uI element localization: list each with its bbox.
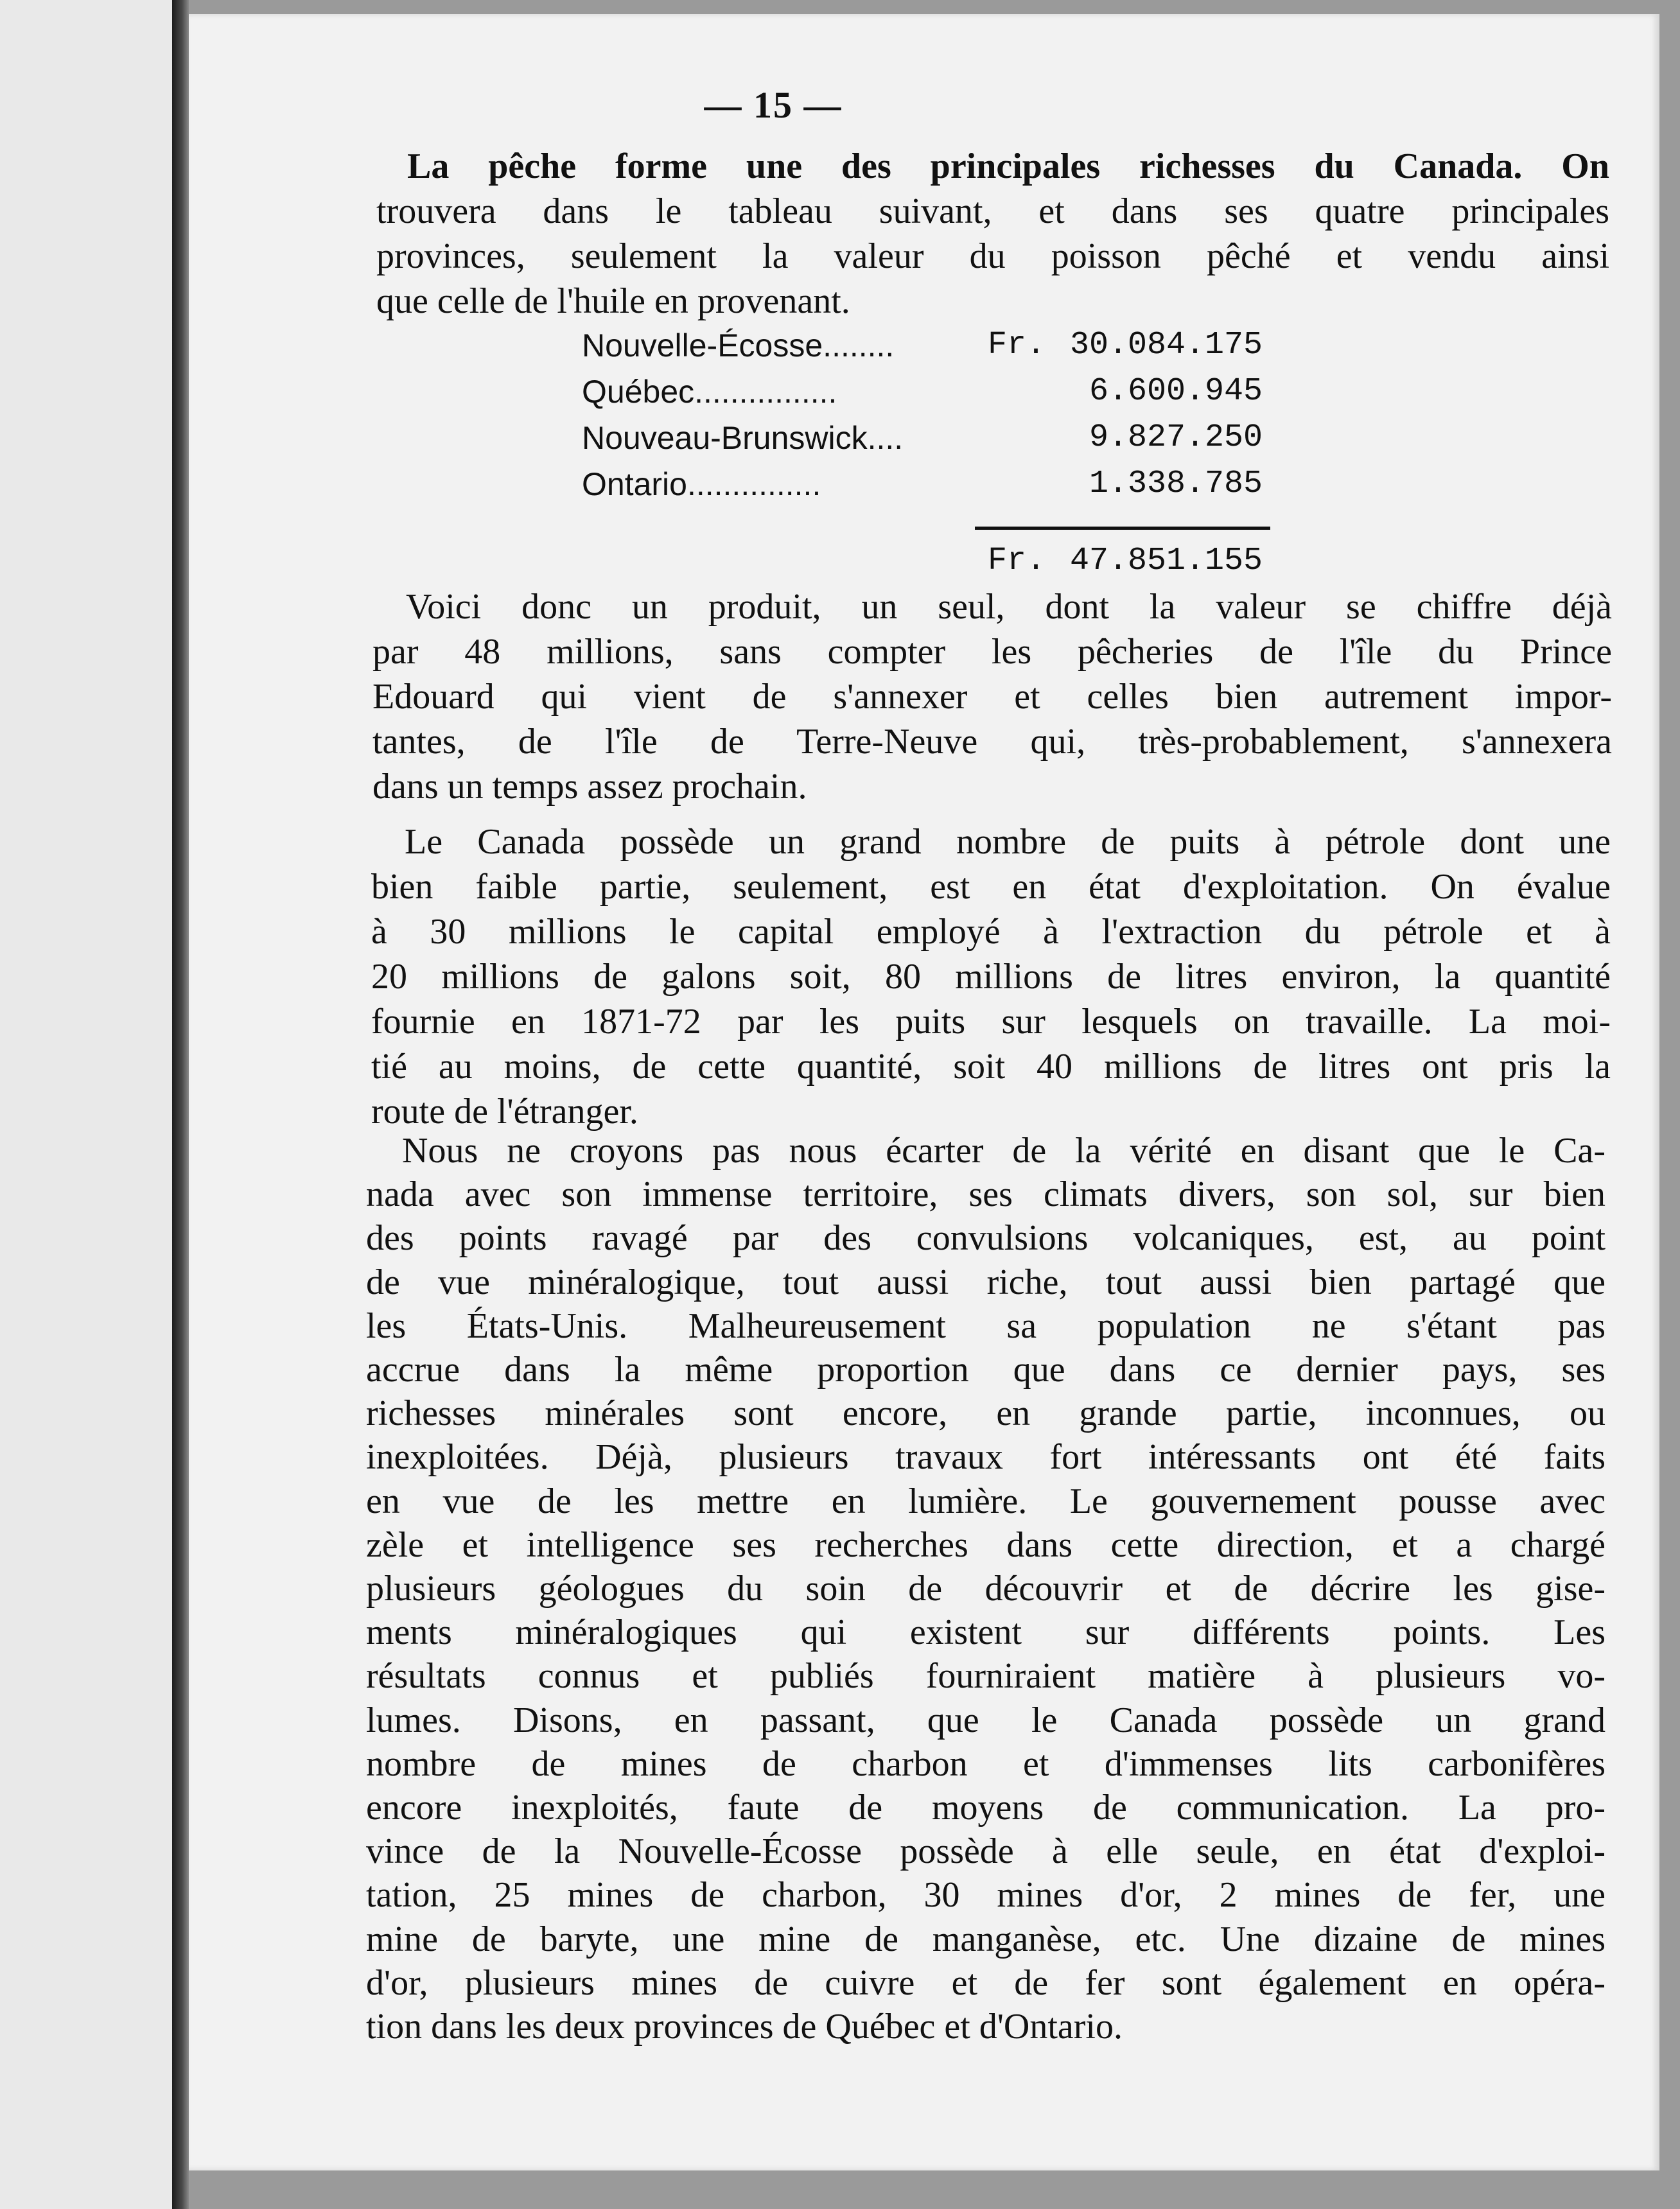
amount-value: 6.600.945: [1089, 373, 1263, 410]
province-name: Nouveau-Brunswick....: [582, 420, 904, 456]
fishery-value-table: [582, 322, 1468, 584]
text-line: zèle et intelligence ses recherches dans cette direction, et a chargé: [366, 1524, 1606, 1565]
currency-label: Fr.: [988, 327, 1046, 363]
text-line: 20 millions de galons soit, 80 millions de litres environ, la quantité: [371, 957, 1611, 997]
currency-label: Fr.: [988, 543, 1046, 579]
text-line: provinces, seulement la valeur du poisson pêché et vendu ainsi: [376, 236, 1609, 276]
intro-paragraph: [376, 144, 1609, 324]
text-line: d'or, plusieurs mines de cuivre et de fer sont également en opéra-: [366, 1962, 1606, 2003]
total-amount: 47.851.155: [1069, 543, 1263, 579]
text-line: tion dans les deux provinces de Québec et d'Ontario.: [366, 2007, 1123, 2047]
text-line: fournie en 1871-72 par les puits sur lesquels on travaille. La moi-: [371, 1002, 1611, 1042]
text-line: ments minéralogiques qui existent sur différents points. Les: [366, 1612, 1606, 1653]
text-line: Nous ne croyons pas nous écarter de la vérité en disant que le Ca-: [402, 1131, 1606, 1171]
text-line: par 48 millions, sans compter les pêcheries de l'île du Prince: [372, 632, 1612, 672]
book-spine: [172, 0, 189, 2209]
paragraph-minerals: [366, 1129, 1606, 2048]
table-row: [582, 322, 1468, 369]
province-name: Québec................: [582, 374, 837, 410]
text-line: Voici donc un produit, un seul, dont la valeur se chiffre déjà: [406, 587, 1612, 627]
total-rule: [975, 527, 1270, 530]
text-line: tation, 25 mines de charbon, 30 mines d'or, 2 mines de fer, une: [366, 1875, 1606, 1916]
text-line: inexploitées. Déjà, plusieurs travaux fort intéressants ont été faits: [366, 1437, 1606, 1478]
text-line: résultats connus et publiés fourniraient matière à plusieurs vo-: [366, 1656, 1606, 1697]
text-line: Le Canada possède un grand nombre de puits à pétrole dont une: [405, 822, 1611, 862]
text-line: Edouard qui vient de s'annexer et celles bien autrement impor-: [372, 677, 1612, 717]
facing-page-edge: [0, 0, 172, 2209]
text-line: tantes, de l'île de Terre-Neuve qui, très-probablement, s'annexera: [372, 722, 1612, 762]
table-row: [582, 369, 1468, 415]
text-line: mine de baryte, une mine de manganèse, etc. Une dizaine de mines: [366, 1919, 1606, 1959]
province-name: Ontario...............: [582, 466, 821, 502]
text-line: de vue minéralogique, tout aussi riche, tout aussi bien partagé que: [366, 1262, 1606, 1302]
text-line: tié au moins, de cette quantité, soit 40 millions de litres ont pris la: [371, 1047, 1611, 1087]
text-line: encore inexploités, faute de moyens de communication. La pro-: [366, 1788, 1606, 1828]
table-total-row: [582, 538, 1468, 584]
text-line: en vue de les mettre en lumière. Le gouvernement pousse avec: [366, 1481, 1606, 1521]
book-page: [189, 14, 1659, 2170]
paragraph-fisheries-total: [372, 584, 1612, 809]
text-line: plusieurs géologues du soin de découvrir et de décrire les gise-: [366, 1569, 1606, 1609]
text-line: à 30 millions le capital employé à l'extraction du pétrole et à: [371, 912, 1611, 952]
page-number: — 15 —: [704, 84, 843, 126]
text-line: nombre de mines de charbon et d'immenses lits carbonifères: [366, 1743, 1606, 1784]
paragraph-petroleum: [371, 819, 1611, 1134]
amount-value: 9.827.250: [1089, 419, 1263, 456]
text-line: que celle de l'huile en provenant.: [376, 281, 850, 321]
text-line: route de l'étranger.: [371, 1092, 638, 1131]
text-line: trouvera dans le tableau suivant, et dans ses quatre principales: [376, 191, 1609, 231]
text-line: dans un temps assez prochain.: [372, 767, 807, 807]
text-line: lumes. Disons, en passant, que le Canada possède un grand: [366, 1700, 1606, 1740]
text-line: bien faible partie, seulement, est en état d'exploitation. On évalue: [371, 867, 1611, 907]
amount-value: 1.338.785: [1089, 466, 1263, 502]
text-line: les États-Unis. Malheureusement sa population ne s'étant pas: [366, 1305, 1606, 1346]
text-line: des points ravagé par des convulsions volcaniques, est, au point: [366, 1218, 1606, 1259]
text-line: La pêche forme une des principales richesses du Canada. On: [407, 146, 1609, 186]
text-line: accrue dans la même proportion que dans ce dernier pays, ses: [366, 1350, 1606, 1390]
province-name: Nouvelle-Écosse........: [582, 327, 895, 363]
text-line: richesses minérales sont encore, en grande partie, inconnues, ou: [366, 1393, 1606, 1434]
table-row: [582, 461, 1468, 507]
text-line: nada avec son immense territoire, ses climats divers, son sol, sur bien: [366, 1174, 1606, 1215]
amount-value: 30.084.175: [1069, 327, 1263, 363]
table-row: [582, 415, 1468, 461]
text-line: vince de la Nouvelle-Écosse possède à elle seule, en état d'exploi-: [366, 1831, 1606, 1872]
